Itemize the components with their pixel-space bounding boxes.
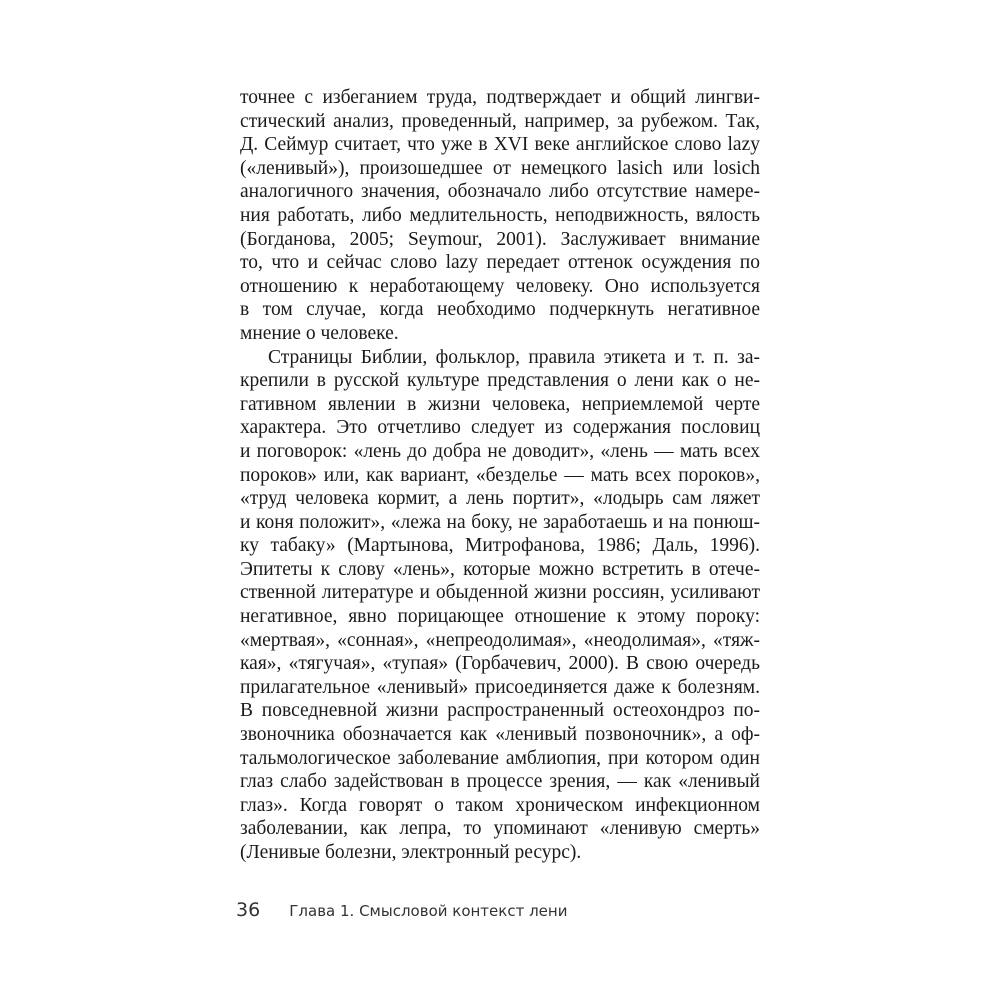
text-line: характера. Это отчетливо следует из содержания пословиц [240, 417, 760, 439]
text-line: глаз слабо задействован в процессе зрения, — как «ленивый [240, 771, 760, 793]
page-footer [236, 899, 567, 921]
text-line: кая», «тягучая», «тупая» (Горбачевич, 2000). В свою очередь [240, 653, 760, 675]
text-line: ния работать, либо медлительность, неподвижность, вялость [240, 204, 760, 226]
text-line: негативное, явно порицающее отношение к этому пороку: [240, 606, 760, 628]
text-line: крепили в русской культуре представления о лени как о не- [240, 370, 760, 392]
text-line: Страницы Библии, фольклор, правила этикета и т. п. за- [268, 346, 760, 368]
text-line: то, что и сейчас слово lazy передает оттенок осуждения по [240, 252, 760, 274]
text-line: Эпитеты к слову «лень», которые можно встретить в отече- [240, 558, 760, 580]
text-line: и поговорок: «лень до добра не доводит», «лень — мать всех [240, 440, 760, 462]
text-line: и коня положит», «лежа на боку, не заработаешь и на понюш- [240, 511, 760, 533]
running-head: Глава 1. Смысловой контекст лени [289, 902, 568, 920]
text-line: точнее с избеганием труда, подтверждает и общий лингви- [240, 87, 760, 108]
text-line: заболевании, как лепра, то упоминают «ленивую смерть» [240, 818, 760, 840]
text-line: отношению к неработающему человеку. Оно используется [240, 275, 760, 297]
text-line: глаз». Когда говорят о таком хроническом инфекционном [240, 794, 760, 816]
text-line: «труд человека кормит, а лень портит», «лодырь сам ляжет [240, 488, 760, 510]
text-line: мнение о человеке. [240, 322, 399, 344]
text-line: тальмологическое заболевание амблиопия, при котором один [240, 747, 760, 769]
text-line: прилагательное «ленивый» присоединяется даже к болезням. [240, 676, 760, 698]
text-line: (Богданова, 2005; Seymour, 2001). Заслуживает внимание [240, 228, 760, 250]
text-line: В повседневной жизни распространенный остеохондроз по- [240, 700, 760, 722]
text-line: звоночника обозначается как «ленивый позвоночник», а оф- [240, 724, 760, 746]
text-line: «мертвая», «сонная», «непреодолимая», «неодолимая», «тяж- [240, 629, 760, 651]
text-line: («ленивый»), произошедшее от немецкого lasich или losich [240, 157, 760, 179]
text-line: пороков» или, как вариант, «безделье — мать всех пороков», [240, 464, 760, 486]
text-line: (Ленивые болезни, электронный ресурс). [240, 842, 582, 863]
text-line: в том случае, когда необходимо подчеркнуть негативное [240, 299, 760, 321]
text-line: ку табаку» (Мартынова, Митрофанова, 1986; Даль, 1996). [240, 535, 760, 557]
text-line: стический анализ, проведенный, например, за рубежом. Так, [240, 110, 760, 132]
page-number: 36 [236, 899, 261, 921]
text-line: гативном явлении в жизни человека, неприемлемой черте [240, 393, 760, 415]
body-text [240, 86, 760, 865]
text-line: аналогичного значения, обозначало либо отсутствие намере- [240, 181, 760, 203]
text-line: Д. Сеймур считает, что уже в XVI веке английское слово lazy [240, 134, 760, 156]
text-line: ственной литературе и обыденной жизни россиян, усиливают [240, 582, 760, 604]
